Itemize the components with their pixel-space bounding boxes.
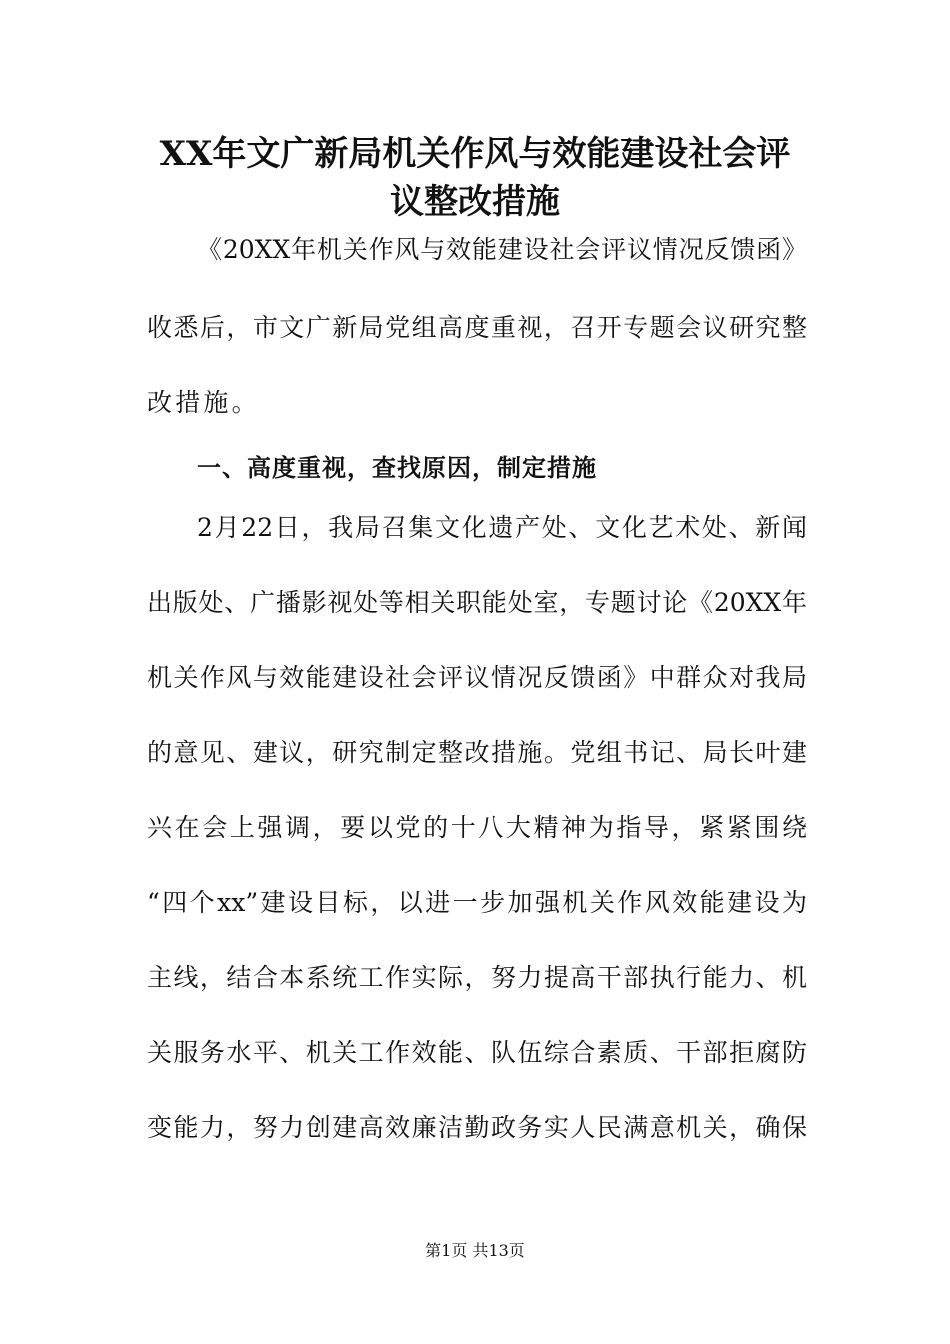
body-line-12: 关服务水平、机关工作效能、队伍综合素质、干部拒腐防	[147, 1038, 807, 1067]
body-line-5: 2月22日，我局召集文化遗产处、文化艺术处、新闻	[197, 513, 807, 542]
document-title-line-1: XX年文广新局机关作风与效能建设社会评	[159, 134, 791, 174]
body-line-7: 机关作风与效能建设社会评议情况反馈函》中群众对我局	[147, 663, 807, 692]
section-heading: 一、高度重视，查找原因，制定措施	[197, 454, 597, 482]
document-title-line-2: 议整改措施	[390, 182, 560, 222]
body-line-6: 出版处、广播影视处等相关职能处室，专题讨论《20XX年	[147, 588, 807, 617]
body-line-1: 《20XX年机关作风与效能建设社会评议情况反馈函》	[197, 235, 807, 264]
page-number-footer: 第1页 共13页	[425, 1241, 525, 1260]
body-line-3: 改措施。	[147, 388, 260, 417]
body-line-9: 兴在会上强调，要以党的十八大精神为指导，紧紧围绕	[147, 813, 807, 842]
body-line-2: 收悉后，市文广新局党组高度重视，召开专题会议研究整	[147, 313, 807, 342]
body-line-13: 变能力，努力创建高效廉洁勤政务实人民满意机关，确保	[147, 1113, 807, 1142]
body-line-8: 的意见、建议，研究制定整改措施。党组书记、局长叶建	[147, 738, 807, 767]
body-line-11: 主线，结合本系统工作实际，努力提高干部执行能力、机	[147, 963, 807, 992]
body-line-10: “四个xx”建设目标，以进一步加强机关作风效能建设为	[147, 888, 807, 917]
